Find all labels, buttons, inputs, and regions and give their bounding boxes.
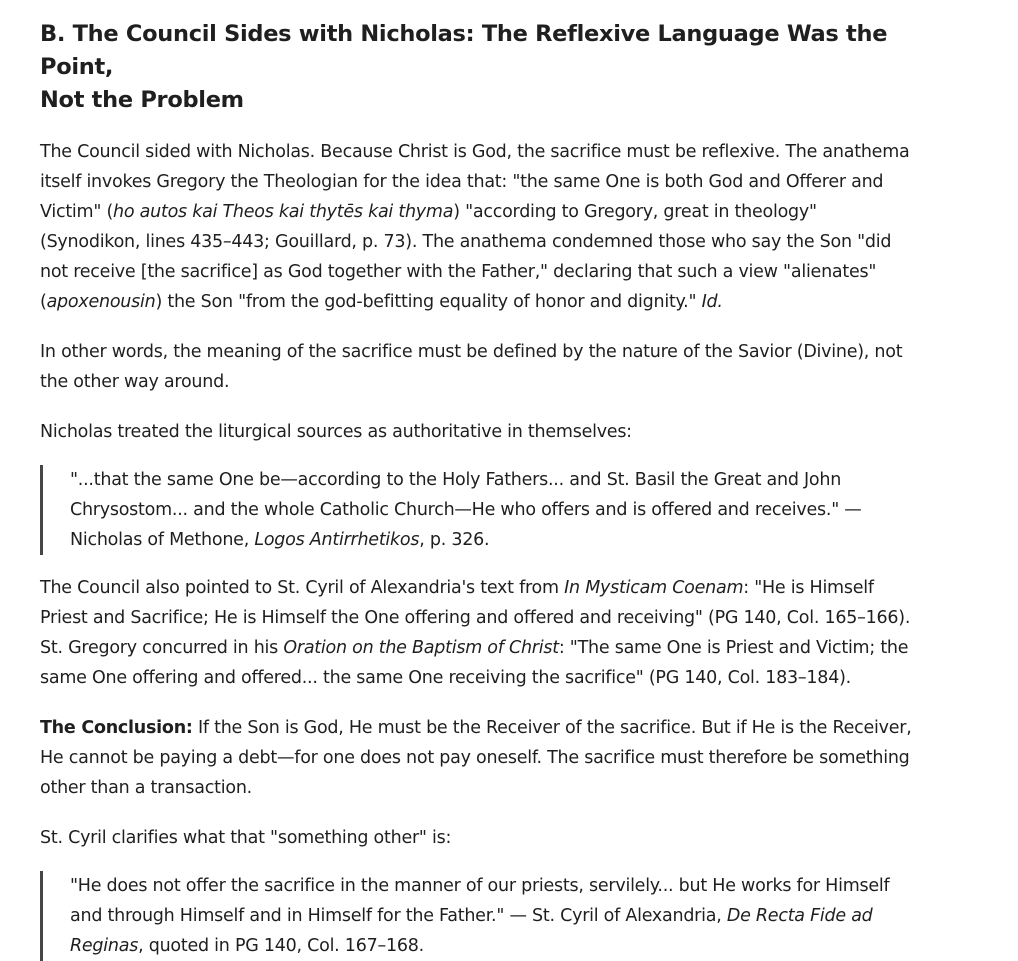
section-heading [40,18,920,117]
conclusion-label: The Conclusion: [40,718,193,738]
paragraph-cyril-text [40,573,920,693]
text-run: "He does not offer the sacrifice in the manner of our priests, servilely... but He works for Himself and through Himself and in Himself for the Father." — St. Cyril of Alexandria, [70,876,890,926]
work-title: In Mysticam Coenam [564,578,744,598]
work-title: De Recta Fide ad Reginas [70,906,873,956]
work-title: Logos Antirrhetikos [254,530,420,550]
text-run: "...that the same One be—according to the Holy Fathers... and St. Basil the Great and John Chrysostom... and the whole Catholic Church—He who offers and is offered and receives." — Nicholas of Methone, [70,470,862,550]
text-run: If the Son is God, He must be the Receiver of the sacrifice. But if He is the Receiver, He cannot be paying a debt—for one does not pay oneself. The sacrifice must therefore be something other than a transaction. [40,718,912,798]
text-run: ) the Son "from the god-befitting equality of honor and dignity." [155,292,702,312]
document-body [40,18,920,961]
quote-nicholas-text [70,465,920,555]
paragraph-cyril-clarifies: St. Cyril clarifies what that "something other" is: [40,828,452,848]
citation-id: Id. [701,292,723,312]
quote-cyril-text [70,871,920,961]
text-run: The Council also pointed to St. Cyril of Alexandria's text from [40,578,565,598]
heading-line-1: B. The Council Sides with Nicholas: The Reflexive Language Was the Point, [40,21,888,80]
text-run: : "The same One is Priest and Victim; the same One offering and offered... the same One receiving the sacrifice" (PG 140, Col. 183–184). [40,638,909,688]
blockquote-nicholas [40,465,920,555]
blockquote-cyril [40,871,920,961]
heading-line-2: Not the Problem [40,87,244,113]
text-run: , quoted in PG 140, Col. 167–168. [138,936,424,956]
text-run: The Council sided with Nicholas. Because Christ is God, the sacrifice must be reflexive. The anathema itself invokes Gregory the Theologian for the idea that: "the same One is both God and Offerer and Victim" ( [40,142,910,222]
paragraph-conclusion [40,713,920,803]
text-run: , p. 326. [419,530,490,550]
paragraph-in-other-words: In other words, the meaning of the sacrifice must be defined by the nature of the Savior (Divine), not the other way around. [40,342,903,392]
paragraph-nicholas-treated: Nicholas treated the liturgical sources as authoritative in themselves: [40,422,632,442]
greek-term: apoxenousin [46,292,156,312]
work-title: Oration on the Baptism of Christ [283,638,559,658]
text-run: : "He is Himself Priest and Sacrifice; He is Himself the One offering and offered and receiving" (PG 140, Col. 165–166). St. Gregory concurred in his [40,578,911,658]
paragraph-council-sided [40,137,920,317]
text-run: ) "according to Gregory, great in theology" (Synodikon, lines 435–443; Gouillard, p. 73). The anathema condemned those who say the Son "did not receive [the sacrifice] as God together with the Father," declaring that such a view "alienates" ( [40,202,892,312]
greek-phrase: ho autos kai Theos kai thytēs kai thyma [113,202,454,222]
